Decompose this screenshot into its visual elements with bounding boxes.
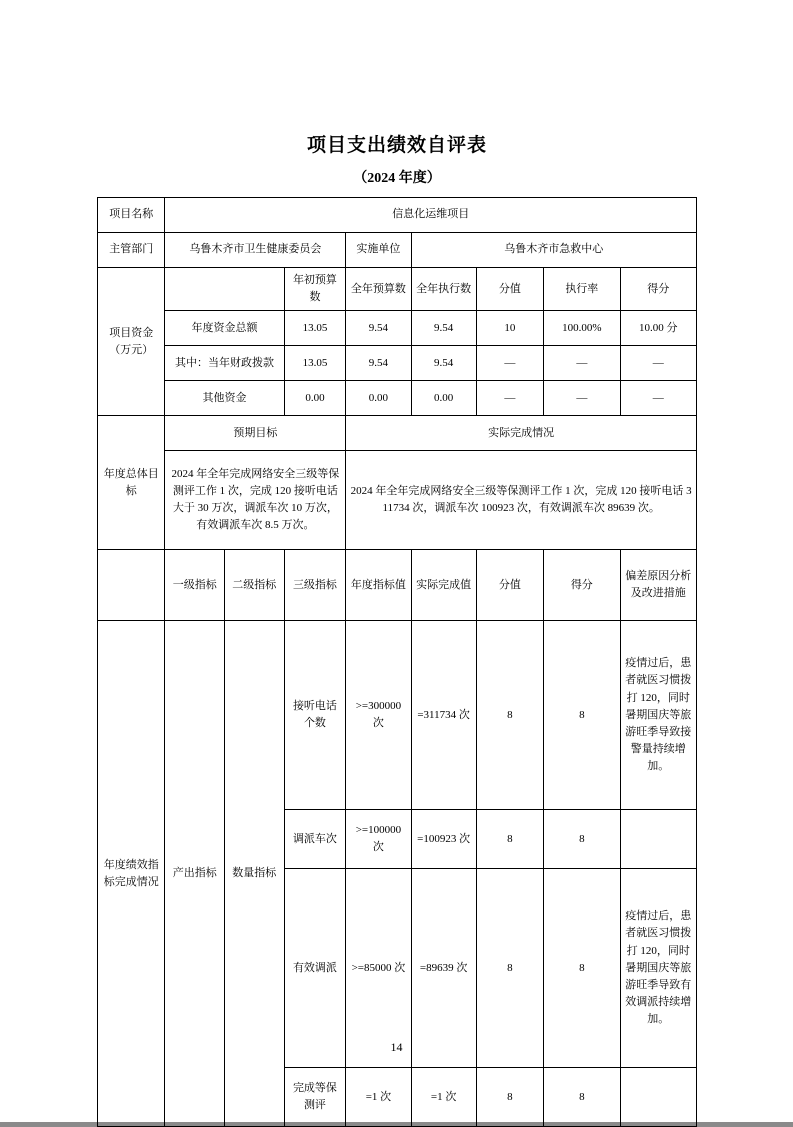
perf-row-actual: =1 次 (411, 1068, 476, 1127)
perf-row-target: =1 次 (346, 1068, 411, 1127)
funds-header-empty (165, 268, 284, 311)
funds-header-exec-rate: 执行率 (544, 268, 620, 311)
perf-row-score: 8 (544, 621, 620, 810)
perf-row-actual: =100923 次 (411, 810, 476, 869)
perf-row-level3: 调派车次 (284, 810, 346, 869)
funds-row-score: — (620, 381, 696, 416)
perf-row-actual: =89639 次 (411, 869, 476, 1068)
funds-row-year-exec: 0.00 (411, 381, 476, 416)
funds-row-exec-rate: 100.00% (544, 311, 620, 346)
perf-row-deviation (620, 1068, 696, 1127)
perf-row-score-value: 8 (476, 869, 543, 1068)
funds-row-exec-rate: — (544, 381, 620, 416)
annual-goal-actual-header: 实际完成情况 (346, 416, 697, 451)
perf-row-actual: =311734 次 (411, 621, 476, 810)
perf-header-score-value: 分值 (476, 550, 543, 621)
perf-row-score-value: 8 (476, 621, 543, 810)
funds-row-name: 年度资金总额 (165, 311, 284, 346)
funds-row-exec-rate: — (544, 346, 620, 381)
perf-row-target: >=100000 次 (346, 810, 411, 869)
perf-row-target: >=85000 次 (346, 869, 411, 1068)
table-row (98, 621, 697, 810)
funds-header-year-budget: 全年预算数 (346, 268, 411, 311)
funds-row-begin-budget: 13.05 (284, 346, 346, 381)
perf-row-deviation: 疫情过后，患者就医习惯拨打 120，同时暑期国庆等旅游旺季导致有效调派持续增加。 (620, 869, 696, 1068)
unit-value: 乌鲁木齐市急救中心 (411, 233, 696, 268)
funds-header-score-value: 分值 (476, 268, 543, 311)
unit-label: 实施单位 (346, 233, 411, 268)
annual-goal-actual-text: 2024 年全年完成网络安全三级等保测评工作 1 次，完成 120 接听电话 311734 次，调派车次 100923 次，有效调派车次 89639 次。 (346, 451, 697, 550)
page-number: 14 (390, 1040, 403, 1054)
department-value: 乌鲁木齐市卫生健康委员会 (165, 233, 346, 268)
annual-goal-label: 年度总体目标 (98, 416, 165, 550)
perf-row-score-value: 8 (476, 1068, 543, 1127)
funds-row-score: — (620, 346, 696, 381)
perf-header-empty (98, 550, 165, 621)
perf-row-deviation: 疫情过后，患者就医习惯拨打 120，同时暑期国庆等旅游旺季导致接警量持续增加。 (620, 621, 696, 810)
table-row (98, 233, 697, 268)
funds-row-score-value: — (476, 381, 543, 416)
funds-header-year-exec: 全年执行数 (411, 268, 476, 311)
perf-header-level3: 三级指标 (284, 550, 346, 621)
perf-row-score: 8 (544, 1068, 620, 1127)
funds-row-name: 其中：当年财政拨款 (165, 346, 284, 381)
perf-row-level3: 有效调派 (284, 869, 346, 1068)
table-row (98, 451, 697, 550)
funds-row-year-exec: 9.54 (411, 311, 476, 346)
perf-header-score: 得分 (544, 550, 620, 621)
annual-goal-expected-text: 2024 年全年完成网络安全三级等保测评工作 1 次，完成 120 接听电话大于 30 万次，调派车次 10 万次，有效调派车次 8.5 万次。 (165, 451, 346, 550)
annual-goal-expected-header: 预期目标 (165, 416, 346, 451)
perf-row-score-value: 8 (476, 810, 543, 869)
funds-row-year-budget: 0.00 (346, 381, 411, 416)
perf-header-deviation: 偏差原因分析及改进措施 (620, 550, 696, 621)
funds-row-score: 10.00 分 (620, 311, 696, 346)
funds-row-score-value: — (476, 346, 543, 381)
perf-level1-value: 产出指标 (165, 621, 225, 1127)
perf-header-level1: 一级指标 (165, 550, 225, 621)
funds-label-line1: 项目资金 (109, 326, 154, 339)
department-label: 主管部门 (98, 233, 165, 268)
document-content (97, 130, 697, 1127)
page-title: 项目支出绩效自评表 (306, 135, 487, 156)
perf-row-target: >=300000 次 (346, 621, 411, 810)
funds-row-score-value: 10 (476, 311, 543, 346)
perf-label: 年度绩效指标完成情况 (98, 621, 165, 1127)
perf-row-score: 8 (544, 869, 620, 1068)
table-row (98, 311, 697, 346)
funds-row-name: 其他资金 (165, 381, 284, 416)
perf-row-deviation (620, 810, 696, 869)
funds-row-year-exec: 9.54 (411, 346, 476, 381)
perf-header-level2: 二级指标 (224, 550, 284, 621)
perf-level2-value: 数量指标 (224, 621, 284, 1127)
perf-row-level3: 完成等保测评 (284, 1068, 346, 1127)
funds-row-year-budget: 9.54 (346, 311, 411, 346)
table-row (98, 550, 697, 621)
perf-header-actual: 实际完成值 (411, 550, 476, 621)
table-row (98, 416, 697, 451)
perf-header-target: 年度指标值 (346, 550, 411, 621)
funds-label (98, 268, 165, 416)
performance-self-evaluation-table (97, 197, 697, 1127)
funds-header-score: 得分 (620, 268, 696, 311)
funds-row-begin-budget: 0.00 (284, 381, 346, 416)
funds-row-year-budget: 9.54 (346, 346, 411, 381)
funds-header-begin-budget: 年初预算数 (284, 268, 346, 311)
funds-label-line2: （万元） (109, 343, 154, 356)
project-name-value: 信息化运维项目 (165, 198, 697, 233)
table-row (98, 268, 697, 311)
table-row (98, 346, 697, 381)
page-subtitle: （2024 年度） (353, 171, 441, 186)
table-row (98, 198, 697, 233)
table-row (98, 381, 697, 416)
perf-row-level3: 接听电话个数 (284, 621, 346, 810)
project-name-label: 项目名称 (98, 198, 165, 233)
perf-row-score: 8 (544, 810, 620, 869)
funds-row-begin-budget: 13.05 (284, 311, 346, 346)
